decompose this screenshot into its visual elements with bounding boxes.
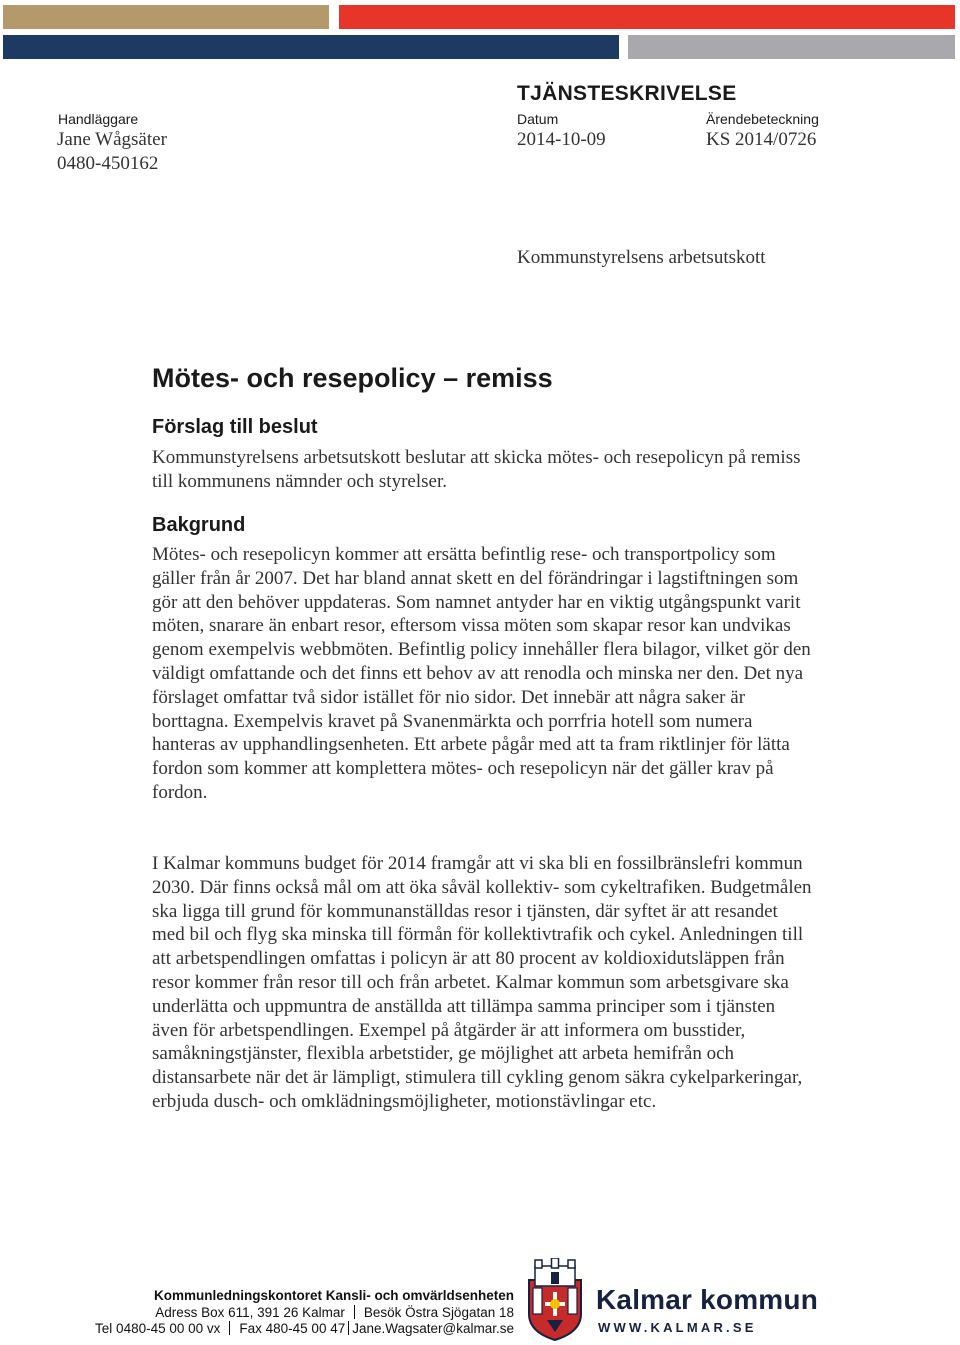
footer-divider <box>229 1321 230 1335</box>
bakgrund-paragraph-1: Mötes- och resepolicyn kommer att ersätta befintlig rese- och transportpolicy som gäller från år 2007. Det har bland annat skett en del förändringar i lagstiftningen som gör att den behöver uppdateras. Som namnet antyder har en viktig utgångspunkt varit möten, snarare än enbart resor, eftersom vissa möten som skapar resor kan undvikas genom exempelvis webbmöten. Befintlig policy innehåller flera bilagor, vilket gör den väldigt omfattande och det finns ett behov av att renodla och minska ner den. Det nya förslaget omfattar två sidor istället för nio sidor. Det innebär att några saker är borttagna. Exempelvis kravet på Svanenmärkta och porrfria hotell som numera hanteras av upphandlingsenheten. Ett arbete pågår med att ta fram riktlinjer för lätta fordon som kommer att komplettera mötes- och resepolicyn när det gäller krav på fordon. <box>152 544 811 803</box>
footer-address-line <box>60 1305 514 1322</box>
arende-value: KS 2014/0726 <box>706 129 817 150</box>
footer-contact <box>60 1288 514 1338</box>
footer-divider <box>348 1321 349 1335</box>
recipient: Kommunstyrelsens arbetsutskott <box>517 247 766 268</box>
header-bar-red <box>339 5 955 29</box>
footer-tel: Tel 0480-45 00 00 vx <box>95 1321 221 1336</box>
page-title: Mötes- och resepolicy – remiss <box>152 363 553 393</box>
handlaggare-label: Handläggare <box>58 111 139 127</box>
bakgrund-heading: Bakgrund <box>152 514 246 536</box>
header-bar-gray <box>628 35 955 59</box>
footer-visit: Besök Östra Sjögatan 18 <box>363 1304 514 1320</box>
header-bar-navy <box>3 35 619 59</box>
footer-divider <box>354 1305 355 1319</box>
datum-value: 2014-10-09 <box>517 129 606 150</box>
forslag-text: Kommunstyrelsens arbetsutskott beslutar att skicka mötes- och resepolicyn på remiss till kommunens nämnder och styrelser. <box>152 447 801 492</box>
document-type: TJÄNSTESKRIVELSE <box>517 82 737 105</box>
footer-email[interactable]: Jane.Wagsater@kalmar.se <box>352 1321 514 1336</box>
datum-label: Datum <box>517 111 559 127</box>
forslag-heading: Förslag till beslut <box>152 416 318 438</box>
footer-address: Adress Box 611, 391 26 Kalmar <box>155 1304 345 1320</box>
footer-fax: Fax 480-45 00 47 <box>239 1321 346 1336</box>
footer-contact-line <box>60 1321 514 1338</box>
handlaggare-phone: 0480-450162 <box>57 153 159 174</box>
kalmar-crest-icon <box>525 1258 585 1342</box>
bakgrund-paragraph-2: I Kalmar kommuns budget för 2014 framgår att vi ska bli en fossilbränslefri kommun 2030. Där finns också mål om att öka såväl kollektiv- som cykeltrafiken. Budgetmålen ska ligga till grund för kommunanställdas resor i tjänsten, där syftet är att resandet med bil och flyg ska minska till förmån för kollektivtrafik och cykel. Anledningen till att arbetspendlingen omfattas i policyn är att 80 procent av koldioxidutsläppen från resor kommer från resor till och från arbetet. Kalmar kommun som arbetsgivare ska underlätta och uppmuntra de anställda att tillämpa samma principer som i tjänsten även för arbetspendlingen. Exempel på åtgärder är att informera om busstider, samåkningstjänster, flexibla arbetstider, ge möjlighet att arbeta hemifrån och distansarbete när det är lämpligt, stimulera till cykling genom säkra cykelparkeringar, erbjuda dusch- och omklädningsmöjligheter, motionstävlingar etc. <box>152 853 812 1112</box>
footer-unit: Kommunledningskontoret Kansli- och omvärldsenheten <box>153 1288 514 1303</box>
arende-label: Ärendebeteckning <box>706 111 819 127</box>
handlaggare-name: Jane Wågsäter <box>57 129 167 150</box>
header-bar-tan <box>3 5 329 29</box>
logo-url[interactable]: WWW.KALMAR.SE <box>598 1320 757 1335</box>
logo-name: Kalmar kommun <box>596 1284 818 1315</box>
